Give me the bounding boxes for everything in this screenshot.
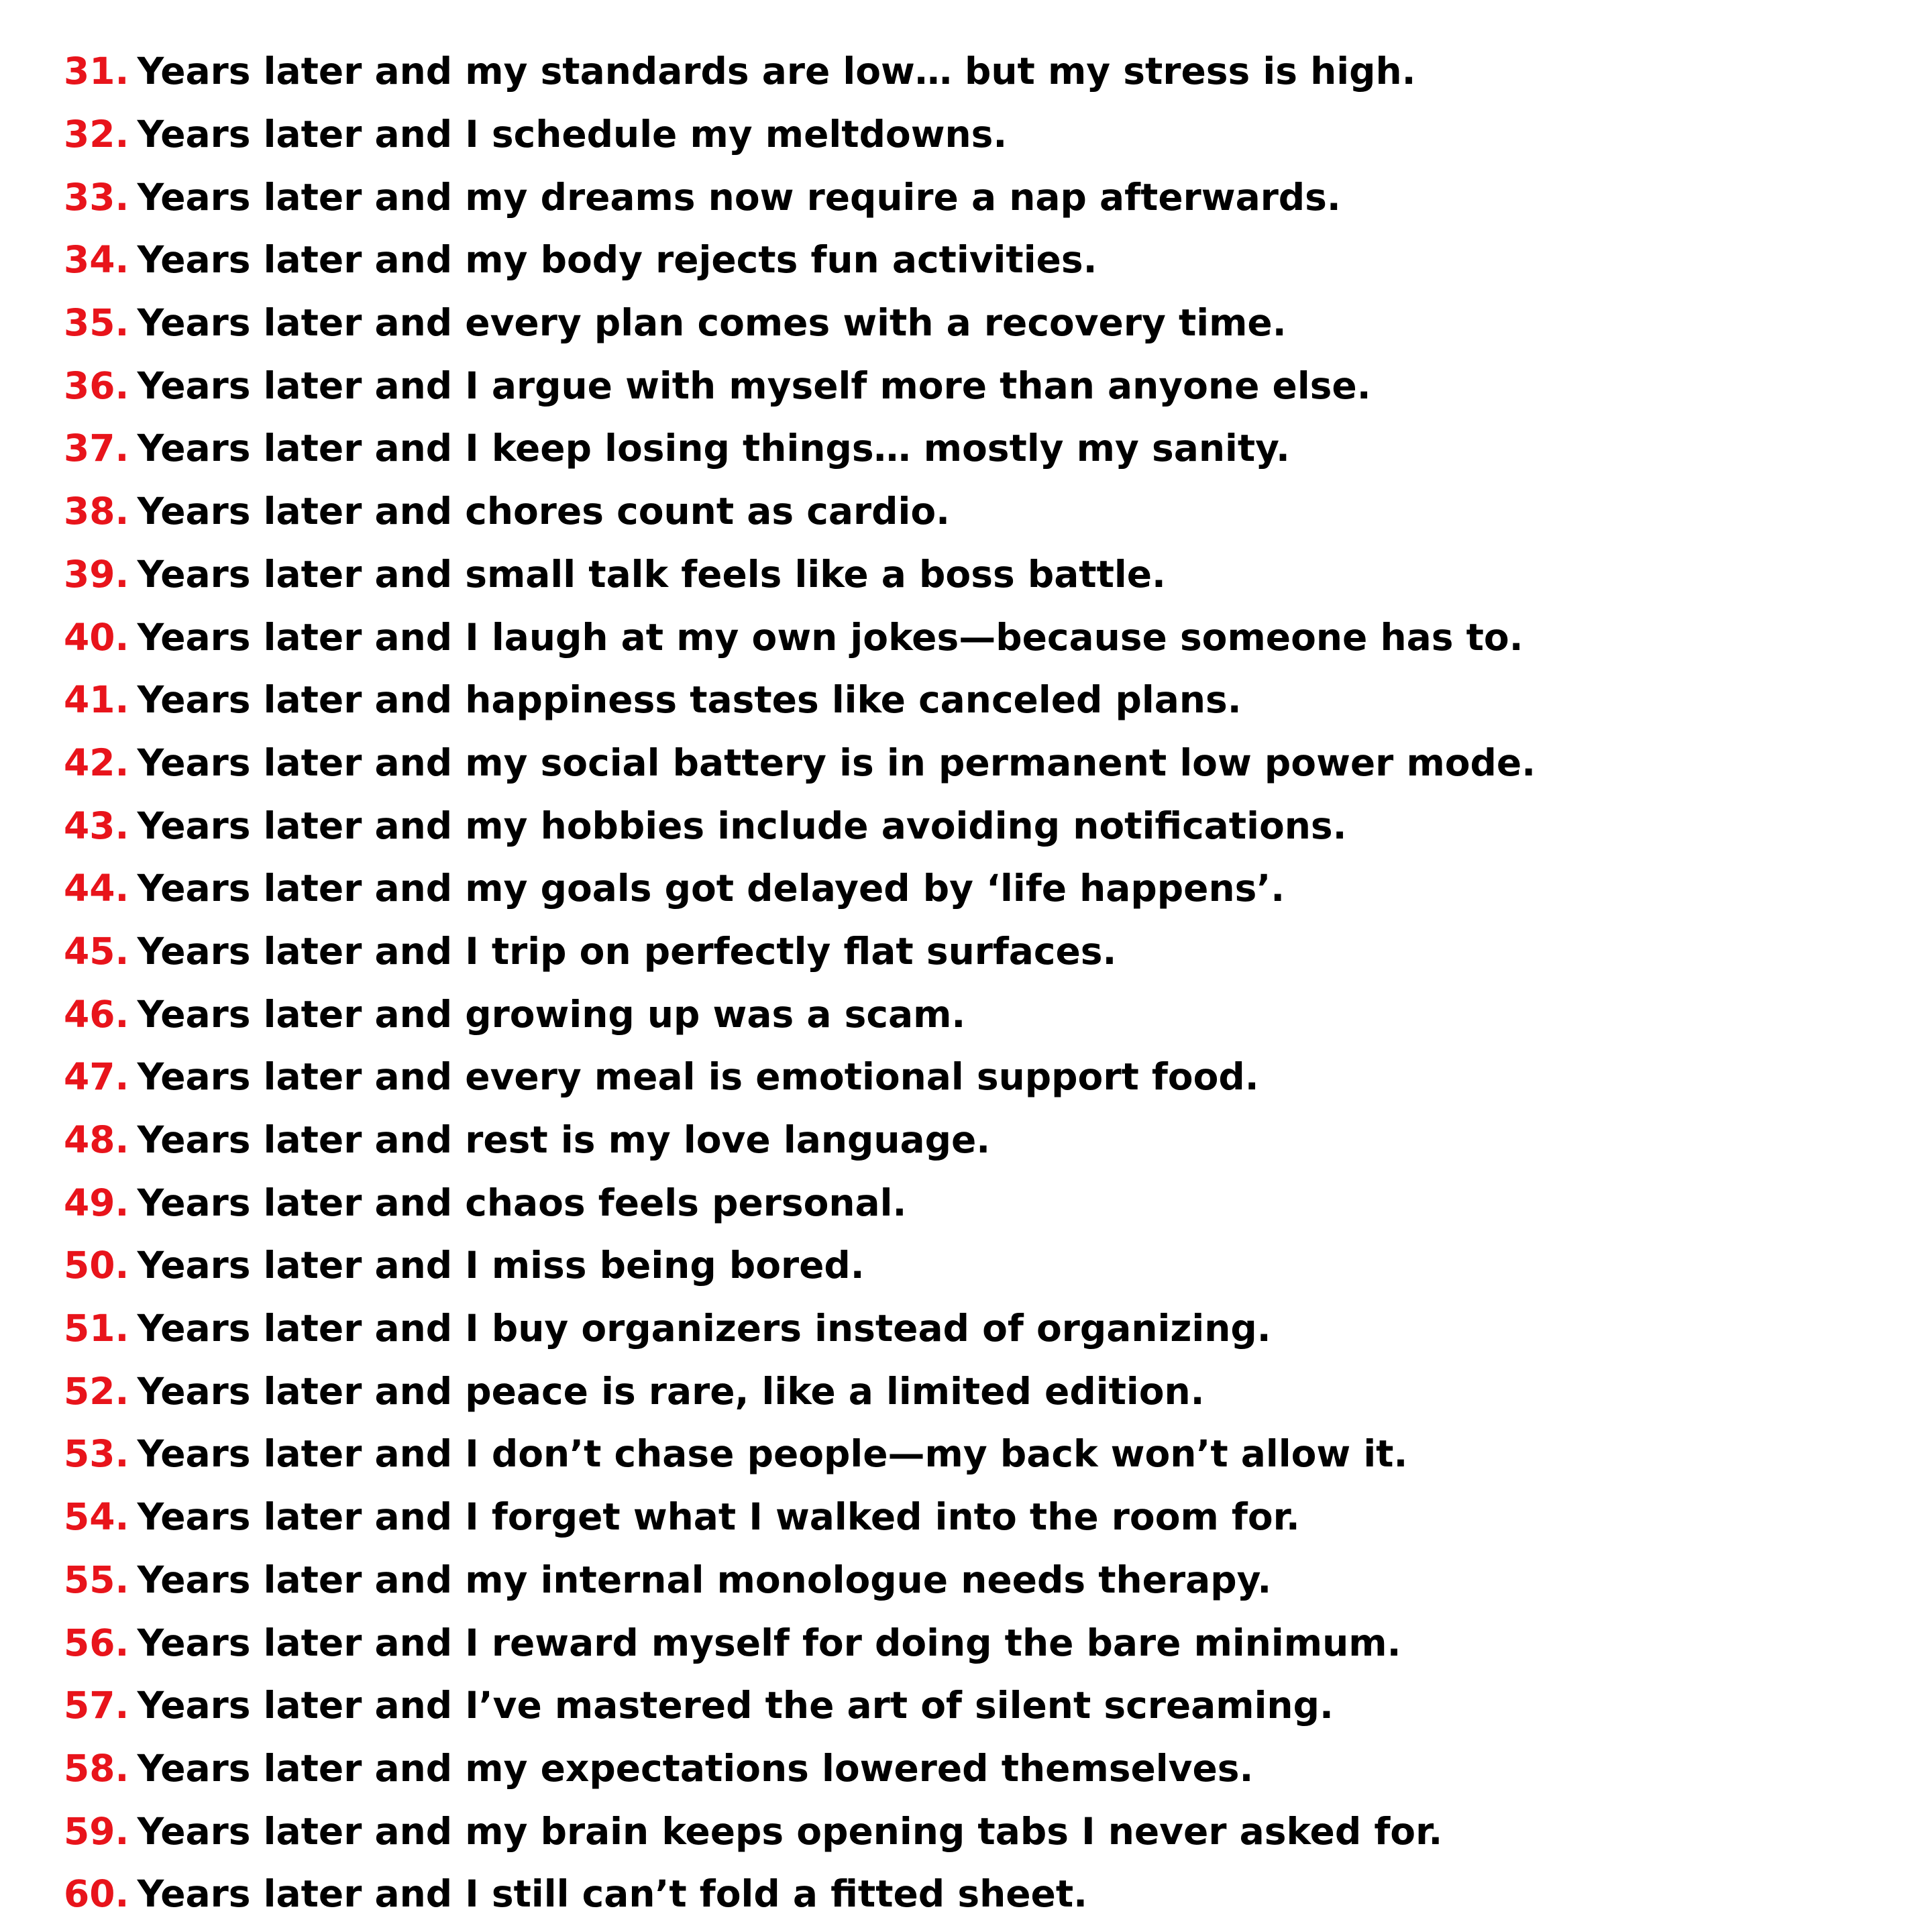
item-number: 41. [64,678,129,722]
item-text: Years later and my brain keeps opening tabs I never asked for. [137,1809,1443,1853]
item-text: Years later and every meal is emotional support food. [137,1055,1259,1099]
list-item [64,1297,1875,1360]
item-number: 59. [64,1809,129,1853]
list-item [64,732,1875,795]
item-number: 60. [64,1872,129,1916]
item-text: Years later and my expectations lowered themselves. [137,1746,1254,1790]
item-text: Years later and my standards are low… but my stress is high. [137,50,1416,93]
item-number: 37. [64,427,129,470]
list-item [64,1549,1875,1612]
list-item [64,1800,1875,1863]
list-item [64,543,1875,606]
item-number: 36. [64,364,129,407]
item-text: Years later and I still can’t fold a fitted sheet. [137,1872,1088,1916]
item-text: Years later and chores count as cardio. [137,490,950,533]
item-number: 33. [64,175,129,219]
item-text: Years later and I keep losing things… mostly my sanity. [137,427,1290,470]
list-item [64,857,1875,920]
item-text: Years later and my body rejects fun activities. [137,238,1097,282]
item-number: 55. [64,1558,129,1601]
item-number: 31. [64,50,129,93]
list-item [64,669,1875,732]
item-text: Years later and I buy organizers instead of organizing. [137,1307,1271,1350]
item-text: Years later and rest is my love language. [137,1118,991,1162]
list-item [64,292,1875,355]
list-item [64,920,1875,983]
item-text: Years later and I laugh at my own jokes—because someone has to. [137,615,1523,659]
item-number: 38. [64,490,129,533]
list-item [64,1611,1875,1674]
item-number: 47. [64,1055,129,1099]
item-number: 44. [64,867,129,910]
item-number: 50. [64,1244,129,1287]
item-text: Years later and my hobbies include avoiding notifications. [137,804,1347,847]
item-number: 34. [64,238,129,282]
list-item [64,417,1875,480]
item-text: Years later and my social battery is in permanent low power mode. [137,741,1536,784]
list-item [64,1486,1875,1549]
list-item [64,1171,1875,1234]
item-number: 54. [64,1495,129,1539]
list-item [64,606,1875,669]
item-text: Years later and my dreams now require a nap afterwards. [137,175,1341,219]
list-item [64,1863,1875,1926]
item-number: 51. [64,1307,129,1350]
list-item [64,354,1875,417]
list-item [64,1046,1875,1109]
item-number: 46. [64,992,129,1036]
item-text: Years later and I argue with myself more than anyone else. [137,364,1371,407]
item-text: Years later and my goals got delayed by ‘life happens’. [137,867,1285,910]
list-item [64,166,1875,229]
list-item [64,1109,1875,1172]
list-item [64,1234,1875,1297]
item-text: Years later and peace is rare, like a limited edition. [137,1369,1205,1413]
item-text: Years later and I reward myself for doing the bare minimum. [137,1621,1401,1664]
list-item [64,103,1875,166]
item-text: Years later and growing up was a scam. [137,992,966,1036]
item-text: Years later and my internal monologue needs therapy. [137,1558,1272,1601]
item-text: Years later and small talk feels like a boss battle. [137,552,1166,596]
list-item [64,1674,1875,1737]
numbered-list [64,40,1875,1926]
list-item [64,794,1875,857]
list-item [64,40,1875,103]
item-number: 40. [64,615,129,659]
item-number: 58. [64,1746,129,1790]
list-item [64,480,1875,543]
item-number: 42. [64,741,129,784]
item-text: Years later and I’ve mastered the art of silent screaming. [137,1684,1334,1727]
item-number: 53. [64,1432,129,1476]
item-number: 49. [64,1181,129,1224]
list-item [64,983,1875,1046]
item-text: Years later and I don’t chase people—my back won’t allow it. [137,1432,1408,1476]
item-text: Years later and every plan comes with a recovery time. [137,301,1287,345]
item-text: Years later and I miss being bored. [137,1244,865,1287]
item-text: Years later and I schedule my meltdowns. [137,113,1008,156]
item-number: 32. [64,113,129,156]
item-number: 45. [64,929,129,973]
item-number: 56. [64,1621,129,1664]
item-text: Years later and I forget what I walked into the room for. [137,1495,1300,1539]
item-number: 39. [64,552,129,596]
item-number: 48. [64,1118,129,1162]
item-text: Years later and I trip on perfectly flat surfaces. [137,929,1117,973]
list-item [64,1737,1875,1801]
item-number: 57. [64,1684,129,1727]
list-item [64,1423,1875,1486]
item-number: 43. [64,804,129,847]
item-number: 52. [64,1369,129,1413]
item-text: Years later and chaos feels personal. [137,1181,907,1224]
item-number: 35. [64,301,129,345]
item-text: Years later and happiness tastes like canceled plans. [137,678,1242,722]
list-item [64,1360,1875,1423]
list-item [64,229,1875,292]
